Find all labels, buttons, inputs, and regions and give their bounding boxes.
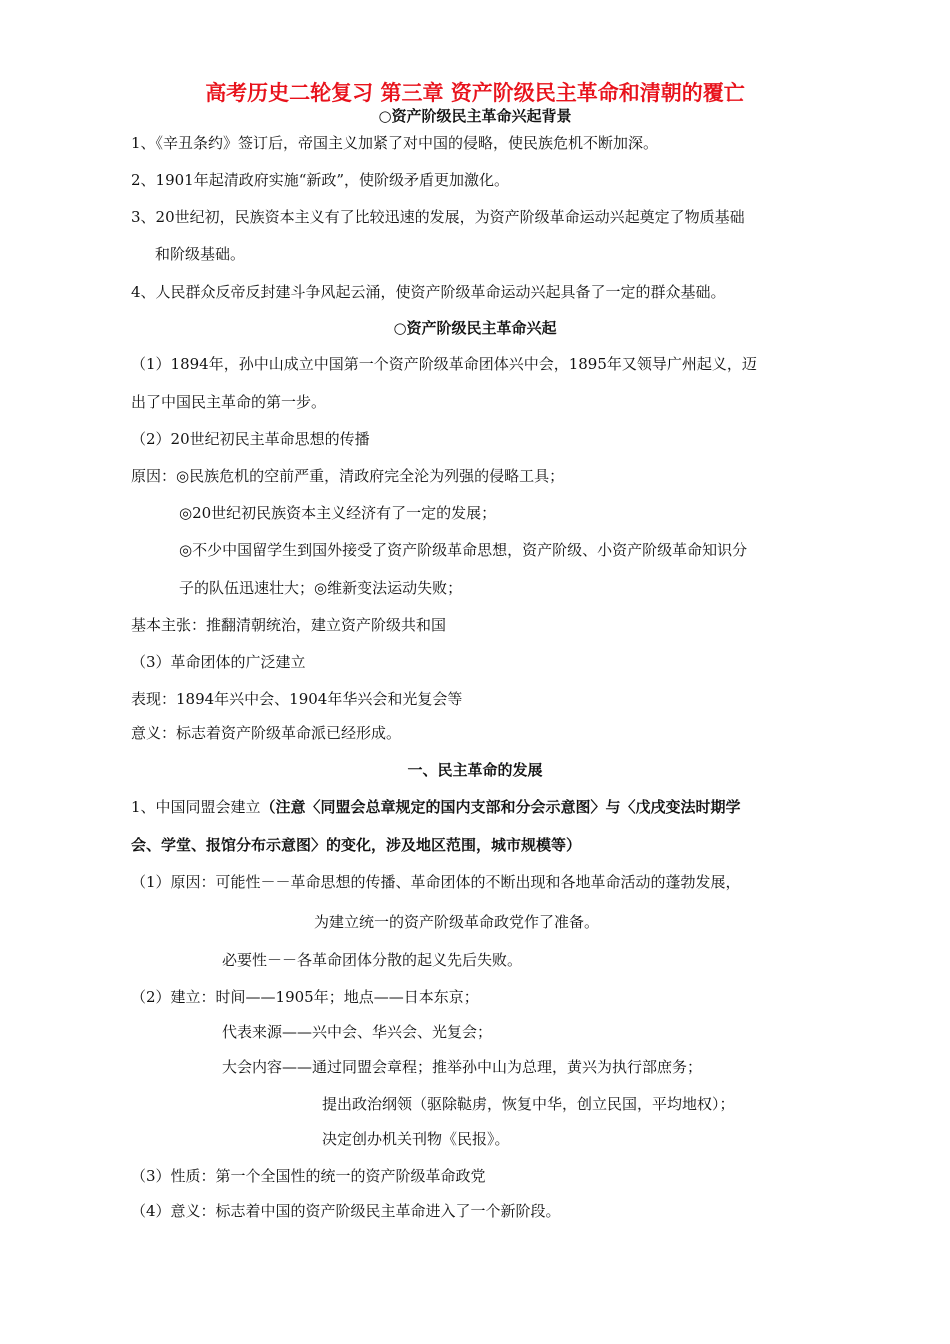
- paragraph-line: 为建立统一的资产阶级革命政党作了准备。: [314, 913, 600, 931]
- paragraph-line: （2）建立：时间——1905年；地点——日本东京；: [131, 988, 479, 1006]
- paragraph-line: （4）意义：标志着中国的资产阶级民主革命进入了一个新阶段。: [131, 1202, 561, 1220]
- paragraph-line: 4、人民群众反帝反封建斗争风起云涌，使资产阶级革命运动兴起具备了一定的群众基础。: [131, 283, 726, 301]
- paragraph-line: ◎20世纪初民族资本主义经济有了一定的发展；: [179, 504, 497, 522]
- paragraph-line: [131, 797, 741, 817]
- paragraph-line: 3、20世纪初，民族资本主义有了比较迅速的发展，为资产阶级革命运动兴起奠定了物质基础: [131, 208, 745, 226]
- paragraph-line: （3）性质：第一个全国性的统一的资产阶级革命政党: [131, 1167, 486, 1185]
- paragraph-line: 表现：1894年兴中会、1904年华兴会和光复会等: [131, 690, 463, 708]
- section-heading-background: ○资产阶级民主革命兴起背景: [378, 107, 572, 125]
- paragraph-line: 决定创办机关刊物《民报》。: [322, 1130, 510, 1148]
- paragraph-line: 子的队伍迅速壮大；◎维新变法运动失败；: [179, 579, 463, 597]
- paragraph-line: 提出政治纲领（驱除鞑虏，恢复中华，创立民国，平均地权）；: [322, 1095, 735, 1113]
- paragraph-line: 会、学堂、报馆分布示意图〉的变化，涉及地区范围，城市规模等）: [131, 836, 582, 854]
- section-heading-rise: ○资产阶级民主革命兴起: [393, 319, 557, 337]
- paragraph-line: 2、1901年起清政府实施“新政”，使阶级矛盾更加激化。: [131, 171, 510, 189]
- paragraph-line: 出了中国民主革命的第一步。: [131, 393, 327, 411]
- paragraph-line: 意义：标志着资产阶级革命派已经形成。: [131, 724, 402, 742]
- paragraph-line: 代表来源——兴中会、华兴会、光复会；: [222, 1023, 493, 1041]
- document-title: 高考历史二轮复习 第三章 资产阶级民主革命和清朝的覆亡: [205, 81, 745, 105]
- paragraph-line: 基本主张：推翻清朝统治，建立资产阶级共和国: [131, 616, 447, 634]
- paragraph-line: 大会内容——通过同盟会章程；推举孙中山为总理，黄兴为执行部庶务；: [222, 1058, 703, 1076]
- paragraph-line: （2）20世纪初民主革命思想的传播: [131, 430, 370, 448]
- item-note: （注意〈同盟会总章规定的国内支部和分会示意图〉与〈戊戌变法时期学: [260, 798, 741, 816]
- paragraph-line: （1）原因：可能性－－革命思想的传播、革命团体的不断出现和各地革命活动的蓬勃发展，: [131, 873, 741, 891]
- paragraph-line: （1）1894年，孙中山成立中国第一个资产阶级革命团体兴中会，1895年又领导广州起义，迈: [131, 355, 757, 373]
- paragraph-line: 必要性－－各革命团体分散的起义先后失败。: [222, 951, 523, 969]
- paragraph-line: 1、《辛丑条约》签订后，帝国主义加紧了对中国的侵略，使民族危机不断加深。: [131, 134, 659, 152]
- paragraph-line: 原因：◎民族危机的空前严重，清政府完全沦为列强的侵略工具；: [131, 467, 565, 485]
- paragraph-line: （3）革命团体的广泛建立: [131, 653, 306, 671]
- paragraph-line: ◎不少中国留学生到国外接受了资产阶级革命思想，资产阶级、小资产阶级革命知识分: [179, 541, 748, 559]
- item-prefix: 1、中国同盟会建立: [131, 798, 261, 816]
- paragraph-line: 和阶级基础。: [155, 245, 246, 263]
- section-heading-development: 一、民主革命的发展: [407, 761, 543, 779]
